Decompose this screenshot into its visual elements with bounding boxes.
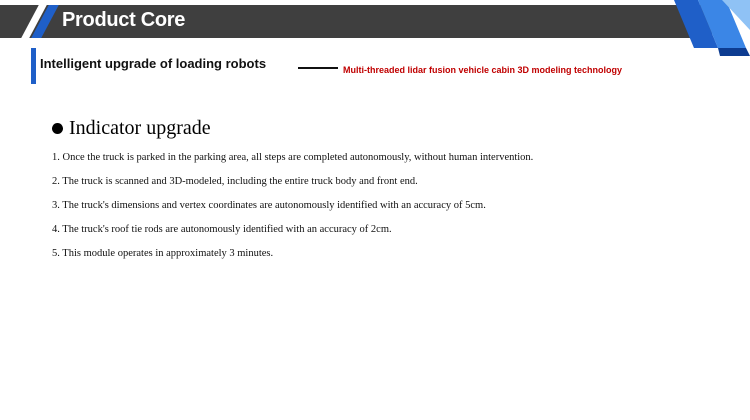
list-item: 4. The truck's roof tie rods are autonomously identified with an accuracy of 2cm. — [52, 224, 392, 235]
list-item: 2. The truck is scanned and 3D-modeled, including the entire truck body and front end. — [52, 176, 418, 187]
subheader-rule — [298, 67, 338, 69]
list-item: 3. The truck's dimensions and vertex coordinates are autonomously identified with an accuracy of 5cm. — [52, 200, 486, 211]
subheader-accent-bar — [31, 48, 36, 84]
bullet-icon — [52, 123, 63, 134]
indicator-list — [52, 151, 533, 271]
list-item: 5. This module operates in approximately 3 minutes. — [52, 248, 274, 259]
corner-ribbon-icon — [660, 0, 750, 56]
section-heading — [52, 117, 211, 140]
section-heading-text: Indicator upgrade — [69, 117, 211, 139]
subheader-label: Intelligent upgrade of loading robots — [40, 56, 267, 71]
page-title: Product Core — [62, 9, 186, 31]
list-item: 1. Once the truck is parked in the parking area, all steps are completed autonomously, without human intervention. — [52, 152, 534, 163]
technology-label: Multi-threaded lidar fusion vehicle cabin 3D modeling technology — [343, 65, 623, 75]
